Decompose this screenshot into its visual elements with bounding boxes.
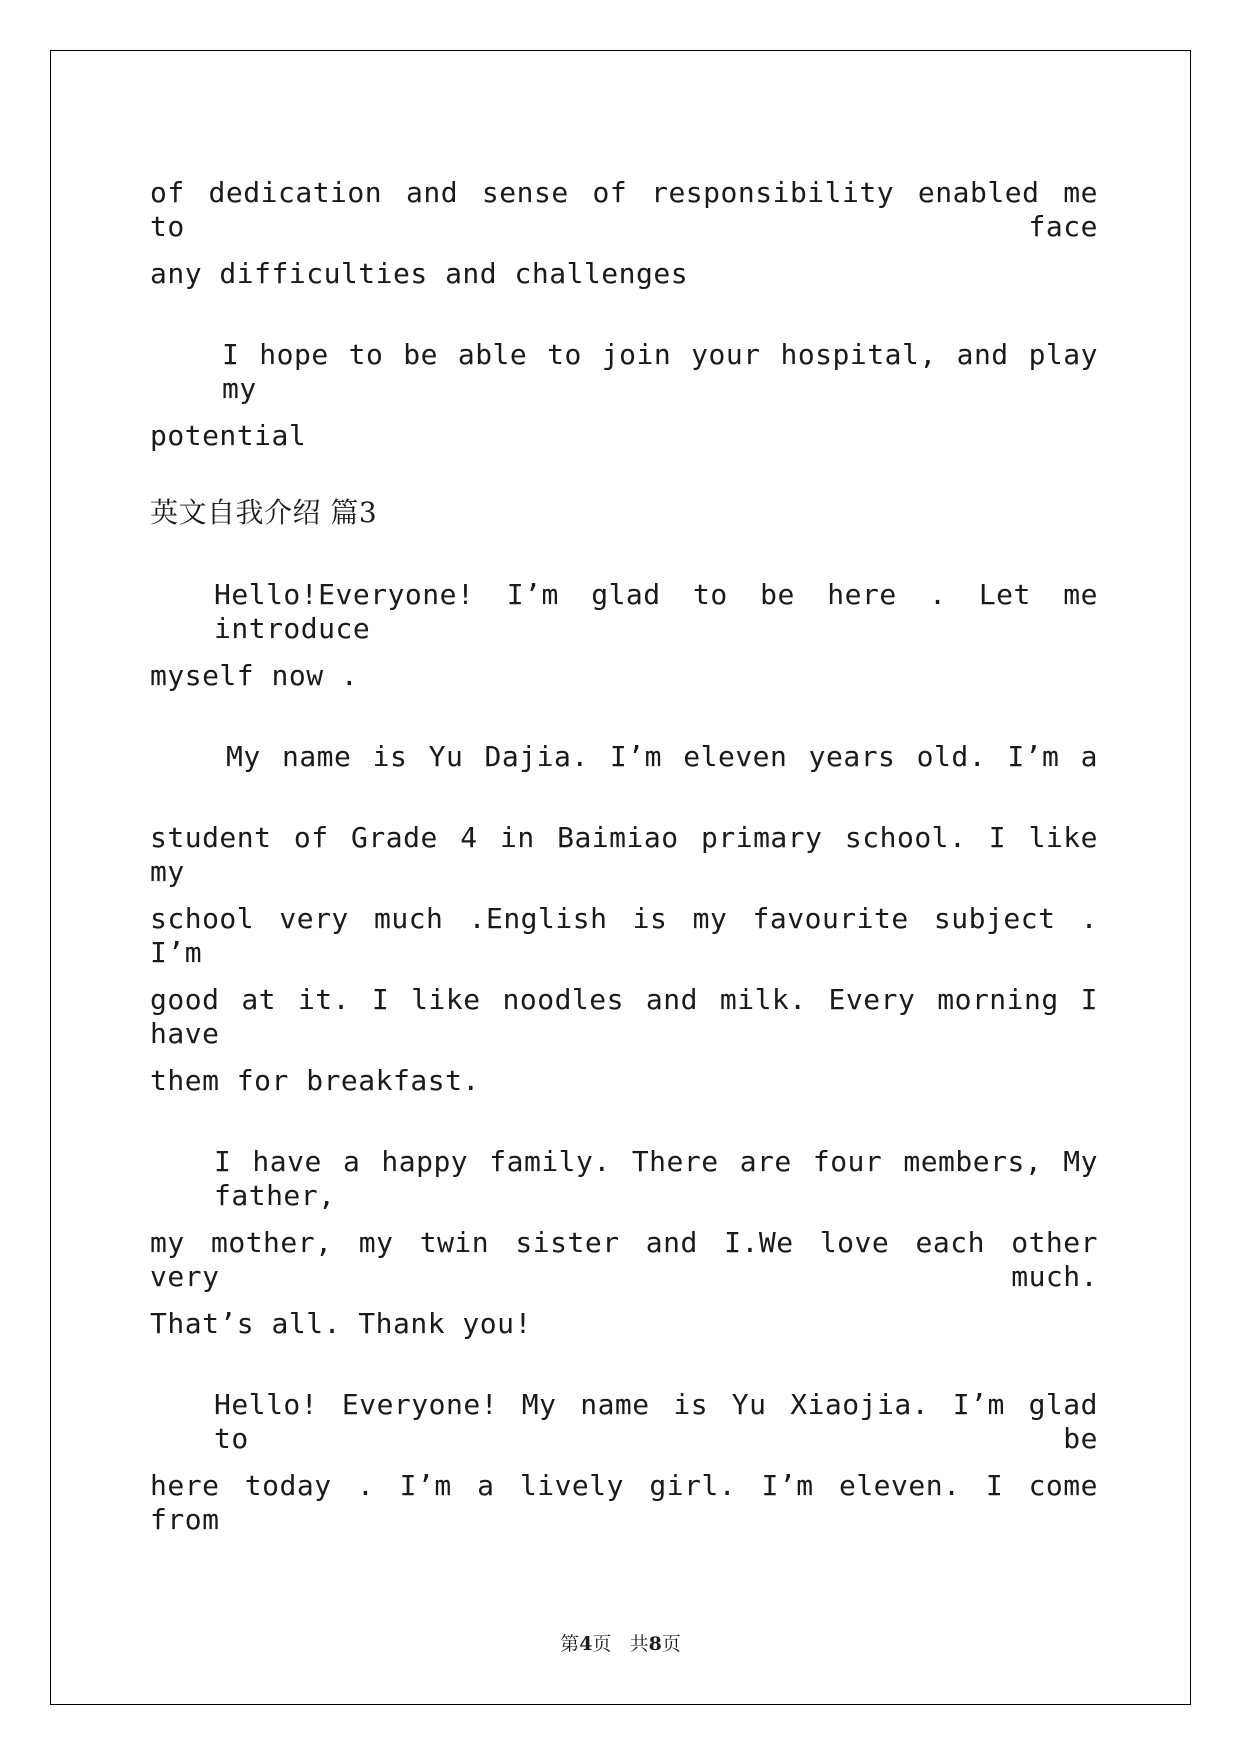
paragraph-line: here today . I’m a lively girl. I’m eleven. I come from [150,1469,1098,1536]
paragraph-line: good at it. I like noodles and milk. Every morning I have [150,983,1098,1050]
section-heading: 英文自我介绍 篇3 [150,496,378,529]
page-footer [0,1632,1241,1656]
footer-total-suffix: 页 [661,1633,681,1655]
paragraph-line: potential [150,419,307,452]
paragraph-line: of dedication and sense of responsibility enabled me to face [150,176,1098,243]
paragraph-line: My name is Yu Dajia. I’m eleven years old. I’m a [226,740,1098,773]
paragraph-line: my mother, my twin sister and I.We love each other very much. [150,1226,1098,1293]
paragraph-line: student of Grade 4 in Baimiao primary school. I like my [150,821,1098,888]
paragraph-line: That’s all. Thank you! [150,1307,532,1340]
current-page-number: 4 [579,1633,593,1655]
footer-prefix: 第 [560,1633,580,1655]
footer-total-prefix: 共 [629,1633,649,1655]
paragraph-line: Hello! Everyone! My name is Yu Xiaojia. I’m glad to be [214,1388,1098,1455]
paragraph-line: school very much .English is my favourite subject . I’m [150,902,1098,969]
paragraph-line: I have a happy family. There are four members, My father, [214,1145,1098,1212]
paragraph-line: them for breakfast. [150,1064,480,1097]
paragraph-line: any difficulties and challenges [150,257,689,290]
total-pages-number: 8 [648,1633,662,1655]
footer-page-suffix: 页 [592,1633,612,1655]
paragraph-line: I hope to be able to join your hospital, and play my [222,338,1098,405]
paragraph-line: myself now . [150,659,359,692]
paragraph-line: Hello!Everyone! I’m glad to be here . Let me introduce [214,578,1098,645]
